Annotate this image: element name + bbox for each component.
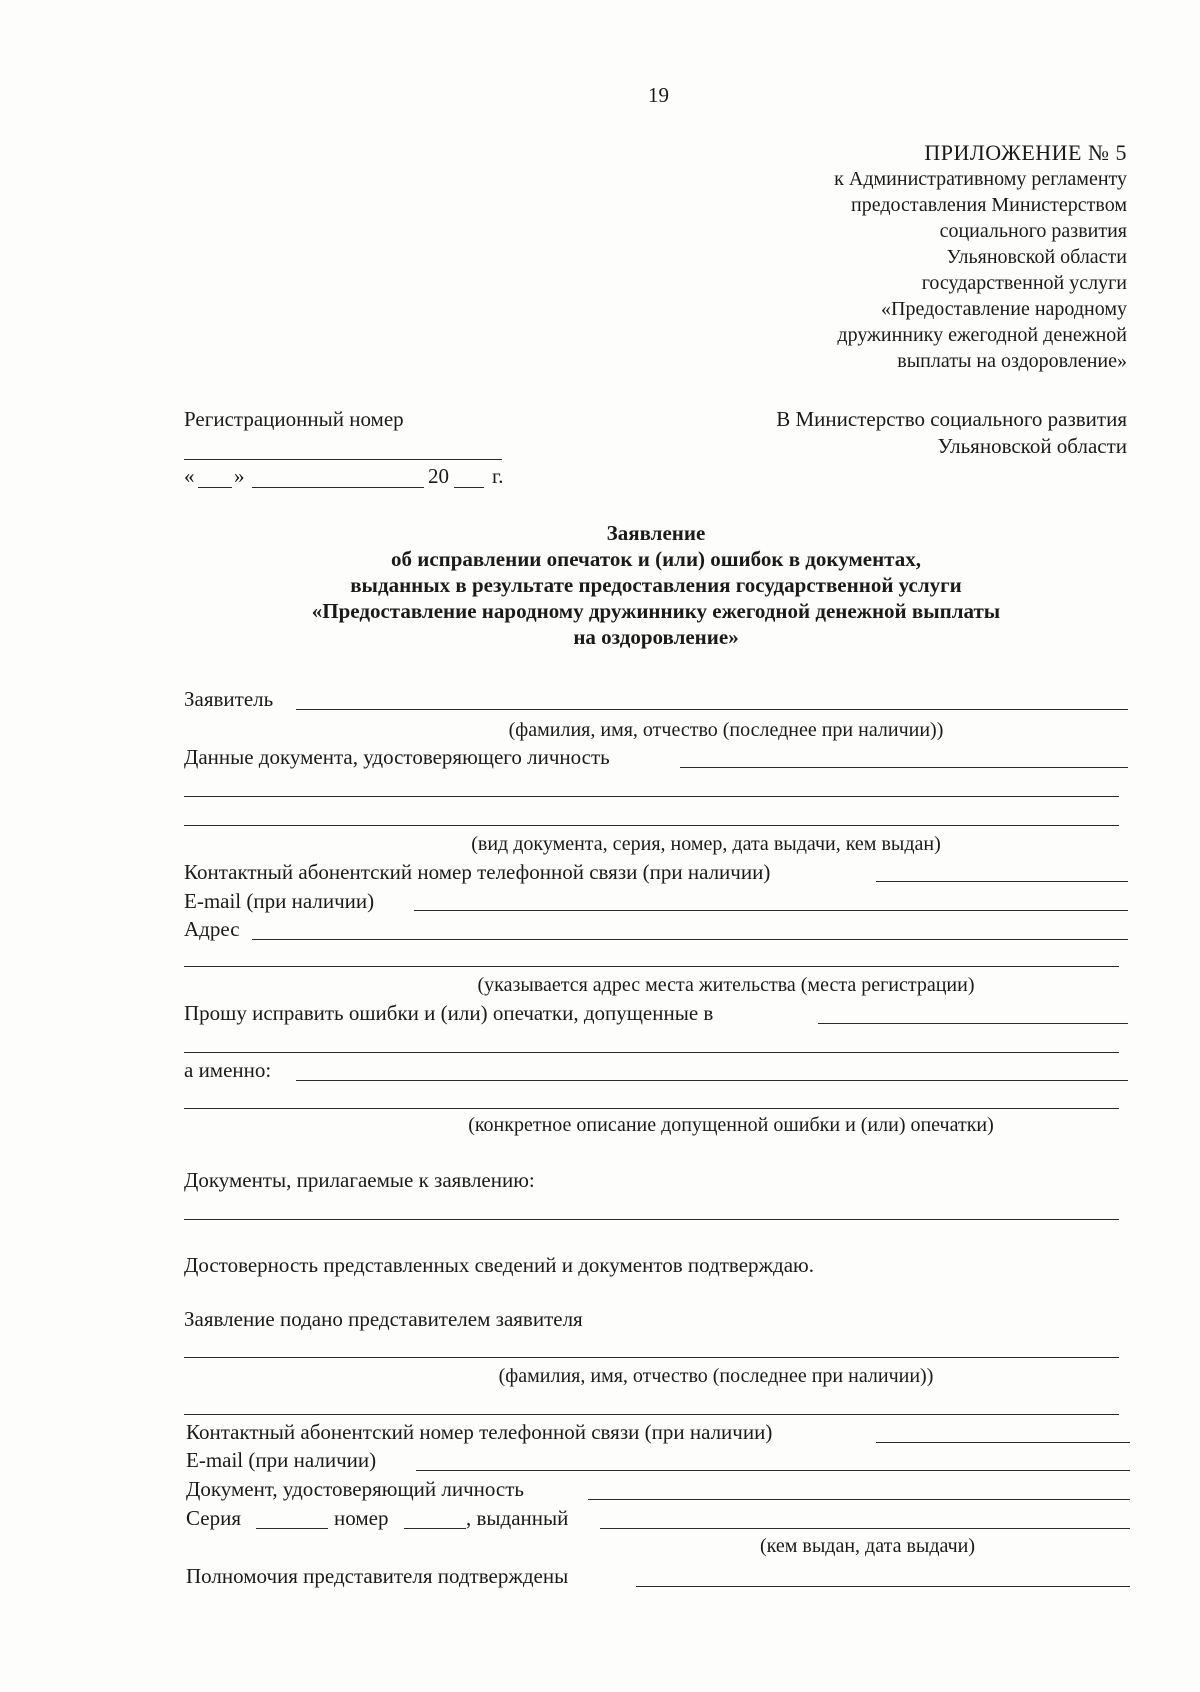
page-number: 19: [648, 83, 669, 107]
appendix-line: предоставления Министерством: [851, 194, 1127, 216]
registration-day-line: [198, 487, 232, 488]
registration-date-open: «: [184, 464, 195, 488]
email-label: E-mail (при наличии): [184, 889, 375, 913]
issued-field[interactable]: [600, 1528, 1130, 1529]
id-doc-field-line-3[interactable]: [184, 825, 1119, 826]
appendix-line: дружиннику ежегодной денежной: [837, 324, 1127, 346]
address-field-line-2[interactable]: [184, 966, 1119, 967]
number-field[interactable]: [404, 1528, 466, 1529]
namely-hint: (конкретное описание допущенной ошибки и (или) опечатки): [468, 1114, 994, 1136]
id-doc-hint: (вид документа, серия, номер, дата выдачи, кем выдан): [471, 833, 941, 855]
namely-field[interactable]: [296, 1080, 1128, 1081]
authority-field[interactable]: [636, 1586, 1130, 1587]
recipient-line-2: Ульяновской области: [937, 434, 1127, 458]
appendix-title: ПРИЛОЖЕНИЕ № 5: [924, 140, 1127, 165]
attachments-label: Документы, прилагаемые к заявлению:: [184, 1168, 535, 1192]
email-field[interactable]: [414, 910, 1128, 911]
rep-label: Заявление подано представителем заявителя: [184, 1307, 583, 1331]
id-doc-field[interactable]: [680, 767, 1128, 768]
request-field-line-2[interactable]: [184, 1052, 1119, 1053]
rep-doc-field[interactable]: [588, 1499, 1130, 1500]
request-label: Прошу исправить ошибки и (или) опечатки, допущенные в: [184, 1001, 714, 1025]
phone-label: Контактный абонентский номер телефонной связи (при наличии): [184, 860, 771, 884]
applicant-field[interactable]: [296, 709, 1128, 710]
rep-email-field[interactable]: [416, 1470, 1130, 1471]
authority-label: Полномочия представителя подтверждены: [186, 1564, 569, 1588]
applicant-hint: (фамилия, имя, отчество (последнее при наличии)): [508, 719, 944, 741]
title-heading: Заявление: [606, 521, 706, 545]
appendix-lines: [700, 166, 1127, 374]
issued-label: , выданный: [466, 1506, 569, 1530]
id-doc-field-line-2[interactable]: [184, 796, 1119, 797]
appendix-line: выплаты на оздоровление»: [897, 350, 1127, 372]
rep-phone-label: Контактный абонентский номер телефонной связи (при наличии): [186, 1420, 773, 1444]
series-field[interactable]: [256, 1528, 328, 1529]
series-label: Серия: [186, 1506, 241, 1530]
title-line: выданных в результате предоставления государственной услуги: [350, 573, 962, 597]
registration-year-suffix: г.: [492, 464, 504, 488]
issued-hint: (кем выдан, дата выдачи): [760, 1535, 975, 1557]
title-line: на оздоровление»: [573, 625, 739, 649]
namely-field-line-2[interactable]: [184, 1108, 1119, 1109]
address-label: Адрес: [184, 917, 240, 941]
address-field[interactable]: [252, 939, 1128, 940]
rep-name-field-line-2[interactable]: [184, 1414, 1119, 1415]
rep-name-field[interactable]: [184, 1357, 1119, 1358]
registration-year-prefix: 20: [428, 464, 449, 488]
address-hint: (указывается адрес места жительства (места регистрации): [477, 974, 975, 996]
appendix-line: «Предоставление народному: [881, 298, 1127, 320]
appendix-line: Ульяновской области: [946, 246, 1127, 268]
registration-month-line: [252, 487, 424, 488]
request-field[interactable]: [818, 1023, 1128, 1024]
rep-phone-field[interactable]: [876, 1442, 1130, 1443]
rep-doc-label: Документ, удостоверяющий личность: [186, 1477, 524, 1501]
id-doc-label: Данные документа, удостоверяющего личность: [184, 745, 610, 769]
applicant-label: Заявитель: [184, 687, 274, 711]
rep-hint: (фамилия, имя, отчество (последнее при наличии)): [498, 1365, 934, 1387]
document-title: [184, 520, 1128, 650]
confirm-text: Достоверность представленных сведений и документов подтверждаю.: [184, 1253, 814, 1277]
recipient-line-1: В Министерство социального развития: [776, 407, 1127, 431]
rep-email-label: E-mail (при наличии): [186, 1448, 377, 1472]
appendix-line: государственной услуги: [921, 272, 1127, 294]
registration-year-line: [454, 487, 484, 488]
phone-field[interactable]: [876, 881, 1128, 882]
registration-number-line: [184, 459, 502, 460]
attachments-field[interactable]: [184, 1219, 1119, 1220]
appendix-line: социального развития: [939, 220, 1127, 242]
registration-date-close: »: [234, 464, 245, 488]
number-label: номер: [334, 1506, 389, 1530]
title-line: об исправлении опечаток и (или) ошибок в документах,: [390, 547, 921, 571]
appendix-line: к Административному регламенту: [834, 168, 1127, 190]
registration-label: Регистрационный номер: [184, 407, 404, 431]
namely-label: а именно:: [184, 1058, 272, 1082]
title-line: «Предоставление народному дружиннику ежегодной денежной выплаты: [311, 599, 1001, 623]
